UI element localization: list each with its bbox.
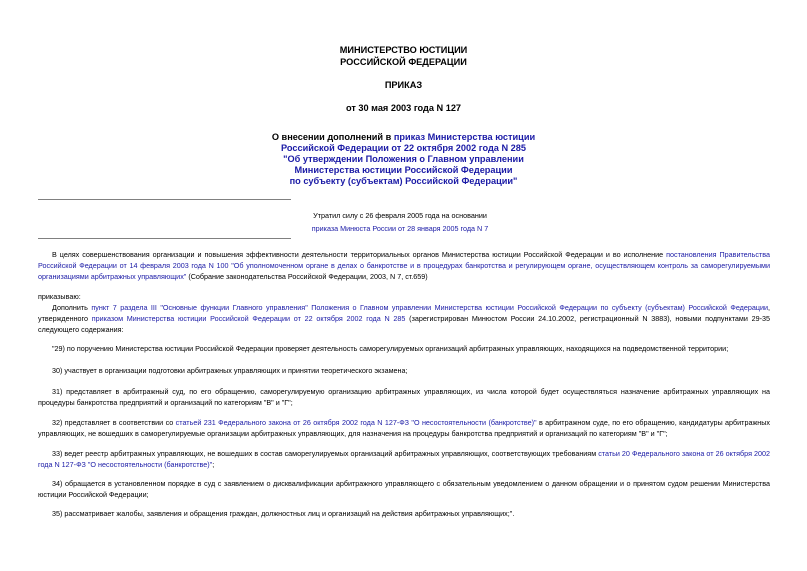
order-word: приказываю: — [38, 292, 81, 301]
amend-link-section[interactable]: пункт 7 раздела III "Основные функции Главного управления" Положения о Главном управлении Министерства юстиции Российской Федерации по субъекту (субъектам) Российской Федерации — [91, 303, 768, 312]
amend-mid: , утвержденного — [38, 303, 770, 323]
subpoint-33-tail: ; — [212, 459, 215, 469]
subpoint-33 — [38, 449, 770, 471]
subpoint-32-link[interactable]: статьей 231 Федерального закона от 26 октября 2002 года N 127-ФЗ "О несостоятельности (банкротстве)" — [175, 418, 537, 427]
title-line4[interactable]: Министерства юстиции Российской Федерации — [294, 165, 513, 175]
title-line3[interactable]: "Об утверждении Положения о Главном управлении — [283, 154, 524, 164]
amend-tail: (зарегистрирован Минюстом России 24.10.2002, регистрационный N 3883), новыми подпунктами 29-35 следующего содержания: — [38, 313, 770, 334]
title-line2[interactable]: Российской Федерации от 22 октября 2002 года N 285 — [281, 143, 526, 153]
divider-bottom — [38, 238, 291, 239]
subpoint-32-text: 32) представляет в соответствии со — [52, 418, 176, 427]
subpoint-34: 34) обращается в установленном порядке в суд с заявлением о дисквалификации арбитражного управляющего с обязательным уведомлением о данном обращении и о принятом судом решении Министерства юстиции Российской Федерации; — [38, 479, 770, 499]
preamble-link-resolution[interactable]: постановления Правительства Российской Федерации от 14 февраля 2003 года N 100 "Об уполномоченном органе в делах о банкротстве и в процедурах банкротства и регулирующем органе, осуществляющем контроль за саморегулируемыми организациями арбитражных управляющих" — [38, 250, 770, 281]
subpoint-29: "29) по поручению Министерства юстиции Российской Федерации проверяет деятельность саморегулируемых организаций арбитражных управляющих, находящихся на подведомственной территории; — [52, 344, 729, 353]
subpoint-31: 31) представляет в арбитражный суд, по его обращению, саморегулируемую организацию арбитражных управляющих, из числа которой будет осуществляться назначение арбитражных управляющих на процедуры банкротства предприятий и организаций по категориям "В" и "Г"; — [38, 387, 770, 407]
title-line1 — [0, 132, 807, 143]
subpoint-35: 35) рассматривает жалобы, заявления и обращения граждан, должностных лиц и организаций на действия арбитражных управляющих;". — [52, 509, 515, 518]
title-line5[interactable]: по субъекту (субъектам) Российской Федерации" — [289, 176, 518, 186]
status-note-link[interactable]: приказа Минюста России от 28 января 2005 года N 7 — [311, 224, 489, 233]
preamble-tail: (Собрание законодательства Российской Федерации, 2003, N 7, ст.659) — [186, 271, 428, 281]
ministry-name-line1: МИНИСТЕРСТВО ЮСТИЦИИ — [339, 45, 468, 55]
title-link-order[interactable]: приказ Министерства юстиции — [393, 132, 536, 142]
title-prefix: О внесении дополнений в — [271, 132, 394, 142]
subpoint-32 — [38, 418, 770, 440]
ministry-name-line2: РОССИЙСКОЙ ФЕДЕРАЦИИ — [340, 57, 467, 67]
document-date-number: от 30 мая 2003 года N 127 — [345, 103, 462, 113]
subpoint-33-link[interactable]: статьи 20 Федерального закона от 26 октября 2002 года N 127-ФЗ "О несостоятельности (банкротстве)" — [38, 449, 770, 469]
amend-text: Дополнить — [52, 303, 92, 312]
preamble-paragraph — [38, 250, 770, 282]
amend-paragraph — [38, 303, 770, 335]
status-note-text: Утратил силу с 26 февраля 2005 года на основании — [313, 211, 487, 220]
amend-link-order[interactable]: приказом Министерства юстиции Российской Федерации от 22 октября 2002 года N 285 — [91, 313, 406, 323]
document-type: ПРИКАЗ — [384, 80, 423, 90]
subpoint-32-tail: в арбитражном суде, по его обращению, кандидатуры арбитражных управляющих, не вошедших в саморегулируемые организации арбитражных управляющих, для назначения на процедуры банкротства предприятий и организаций по категориям "В" и "Г"; — [38, 418, 771, 438]
divider-top — [38, 199, 291, 200]
subpoint-33-text: 33) ведет реестр арбитражных управляющих, не вошедших в состав саморегулируемых организаций арбитражных управляющих, соответствующих требованиям — [52, 449, 599, 458]
preamble-text: В целях совершенствования организации и повышения эффективности деятельности территориальных органов Министерства юстиции Российской Федерации и во исполнение — [52, 250, 667, 259]
status-note — [300, 209, 500, 235]
subpoint-30: 30) участвует в организации подготовки арбитражных управляющих и принятии теоретического экзамена; — [52, 366, 408, 375]
